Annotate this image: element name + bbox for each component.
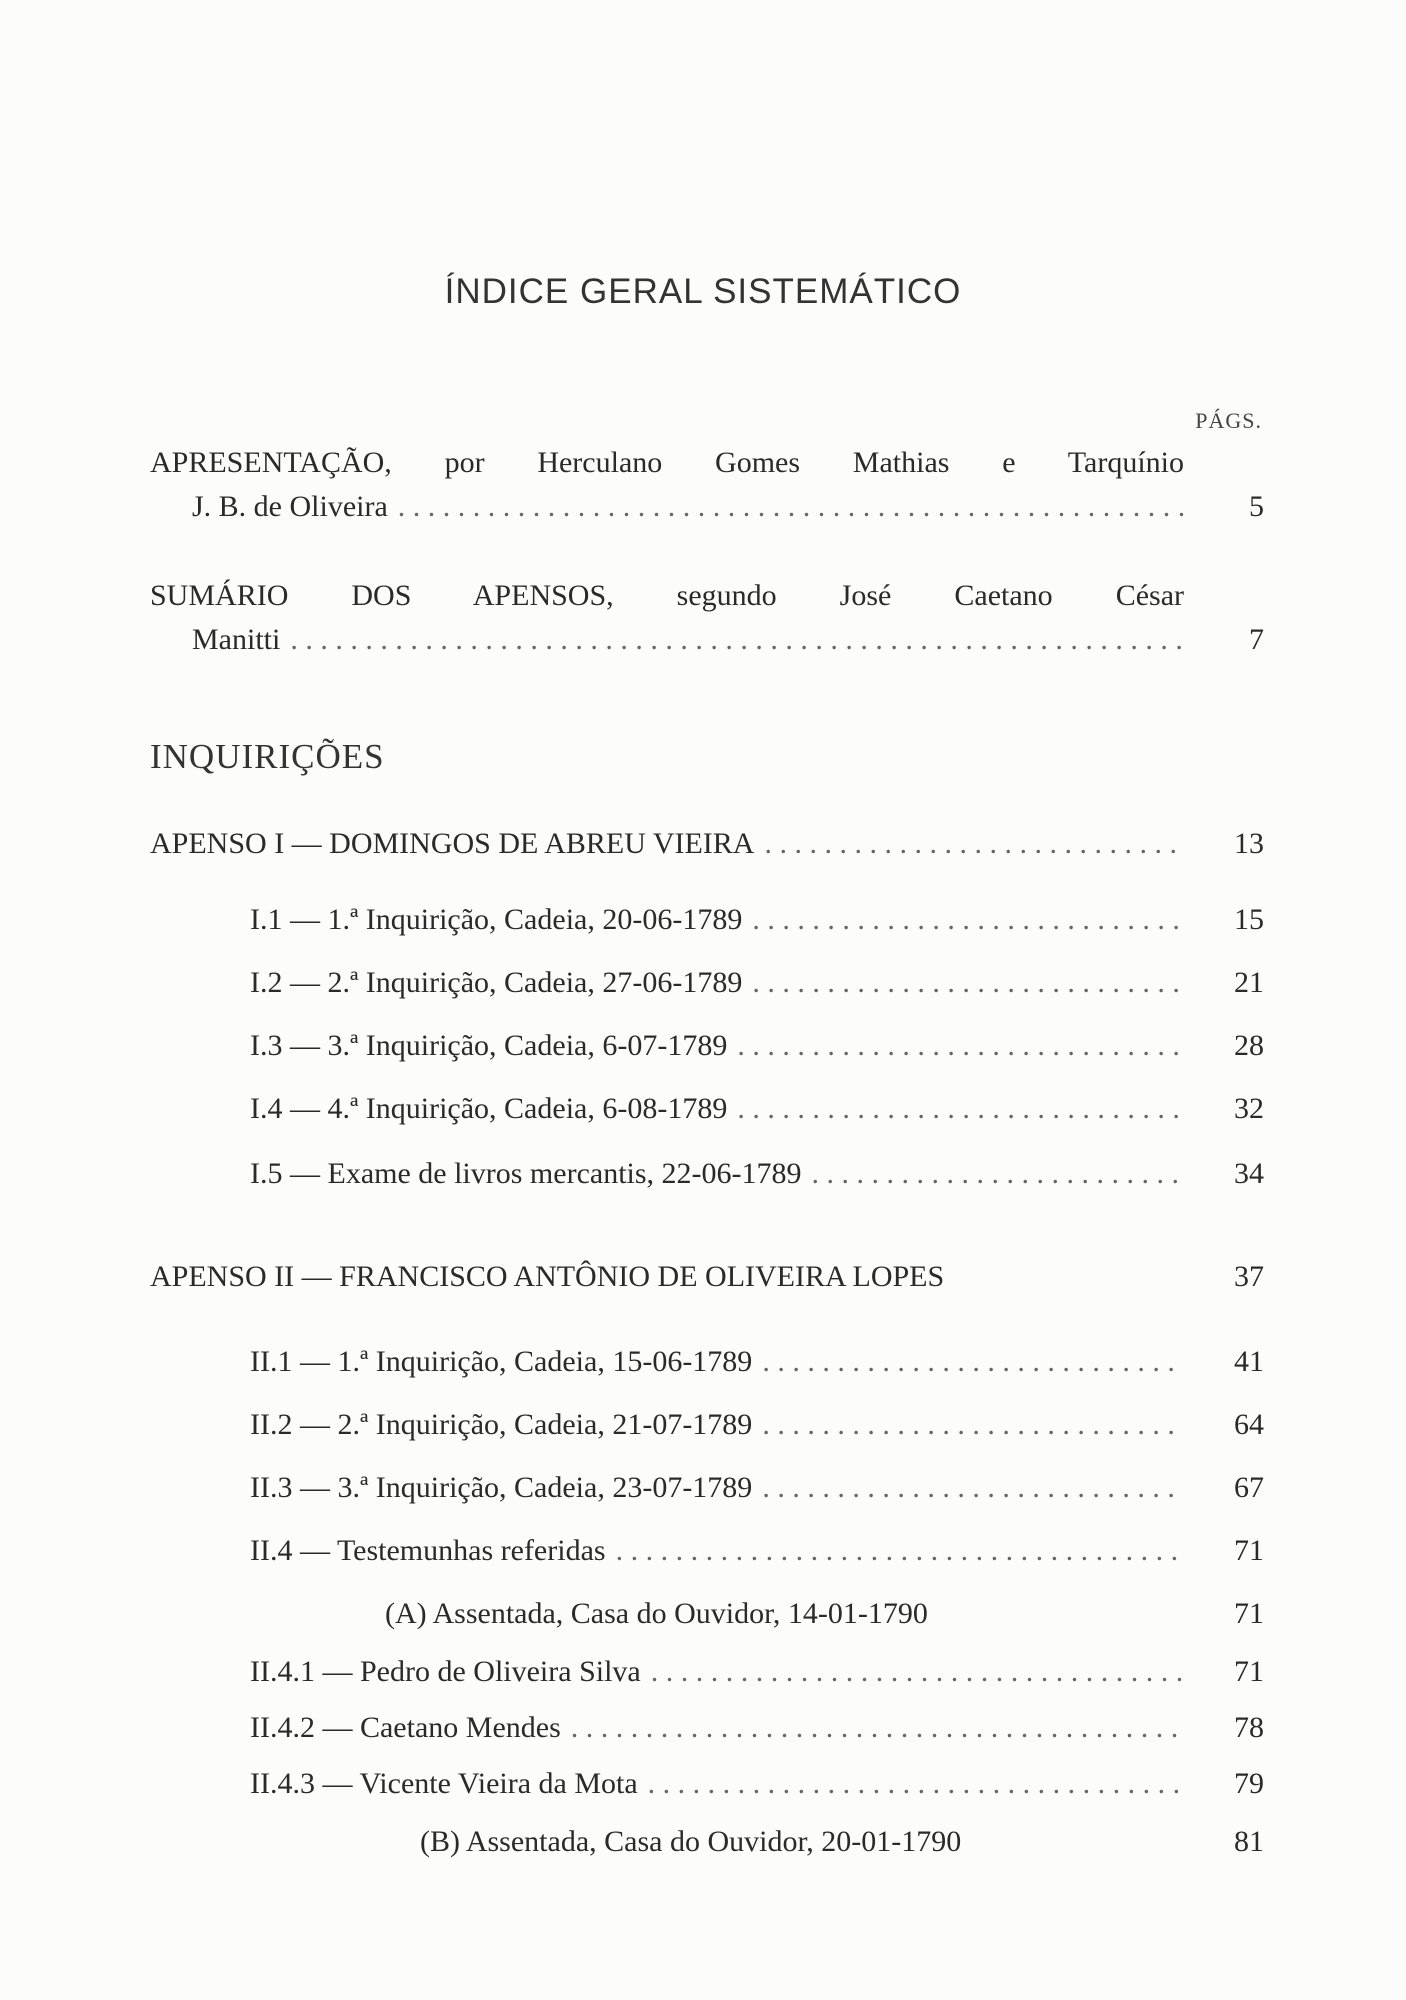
toc-entry-ii-3[interactable] [150, 1466, 1264, 1510]
toc-entry-i-4[interactable] [150, 1087, 1264, 1131]
toc-page-number: 71 [1234, 1655, 1264, 1688]
toc-entry-text: II.4.1 — Pedro de Oliveira Silva [250, 1655, 641, 1688]
dot-leader [762, 1466, 1184, 1510]
toc-entry-text: II.1 — 1.ª Inquirição, Cadeia, 15-06-1789 [250, 1345, 753, 1378]
toc-entry-text: I.3 — 3.ª Inquirição, Cadeia, 6-07-1789 [250, 1029, 728, 1062]
pages-column-label: PÁGS. [1195, 408, 1262, 433]
toc-entry-text: J. B. de Oliveira [192, 490, 388, 523]
toc-entry-apenso-2[interactable] [150, 1255, 1264, 1299]
toc-entry-ii-4-2[interactable] [150, 1706, 1264, 1750]
toc-entry-text: APRESENTAÇÃO, por Herculano Gomes Mathias e Tarquínio [150, 446, 1184, 479]
toc-entry-text: (B) Assentada, Casa do Ouvidor, 20-01-1790 [420, 1825, 962, 1858]
toc-entry-apenso-1[interactable] [150, 822, 1264, 866]
toc-page-number: 7 [1249, 623, 1264, 656]
dot-leader [616, 1529, 1184, 1573]
toc-entry-i-1[interactable] [150, 898, 1264, 942]
toc-entry-text: II.4 — Testemunhas referidas [250, 1534, 606, 1567]
toc-entry-text: I.5 — Exame de livros mercantis, 22-06-1789 [250, 1157, 802, 1190]
toc-entry-i-5[interactable] [150, 1152, 1264, 1196]
toc-page-number: 78 [1234, 1711, 1264, 1744]
toc-entry-text: I.1 — 1.ª Inquirição, Cadeia, 20-06-1789 [250, 903, 743, 936]
dot-leader [398, 485, 1184, 529]
dot-leader [737, 1024, 1184, 1068]
toc-entry-text: II.2 — 2.ª Inquirição, Cadeia, 21-07-1789 [250, 1408, 753, 1441]
toc-page-number: 81 [1234, 1825, 1264, 1858]
toc-page-number: 79 [1234, 1767, 1264, 1800]
dot-leader [812, 1152, 1184, 1196]
toc-page-number: 64 [1234, 1408, 1264, 1441]
dot-leader [752, 898, 1184, 942]
toc-page-number: 71 [1234, 1534, 1264, 1567]
page-title: ÍNDICE GERAL SISTEMÁTICO [444, 272, 962, 311]
dot-leader [764, 822, 1184, 866]
toc-entry-ii-1[interactable] [150, 1340, 1264, 1384]
toc-page-number: 15 [1234, 903, 1264, 936]
toc-page-number: 41 [1234, 1345, 1264, 1378]
dot-leader [571, 1706, 1184, 1750]
toc-entry-text: APENSO I — DOMINGOS DE ABREU VIEIRA [150, 827, 755, 860]
toc-page-number: 32 [1234, 1092, 1264, 1125]
dot-leader [752, 961, 1184, 1005]
toc-entry-assentada-a[interactable] [385, 1592, 1264, 1636]
toc-entry-text: I.2 — 2.ª Inquirição, Cadeia, 27-06-1789 [250, 966, 743, 999]
toc-entry-ii-4[interactable] [150, 1529, 1264, 1573]
dot-leader [290, 618, 1184, 662]
toc-entry-ii-4-1[interactable] [150, 1650, 1264, 1694]
dot-leader [762, 1340, 1184, 1384]
dot-leader [737, 1087, 1184, 1131]
toc-page-number: 34 [1234, 1157, 1264, 1190]
toc-entry-text: II.4.3 — Vicente Vieira da Mota [250, 1767, 638, 1800]
section-heading: INQUIRIÇÕES [150, 737, 385, 776]
toc-entry-text: Manitti [192, 623, 281, 656]
toc-entry-i-2[interactable] [150, 961, 1264, 1005]
toc-page-number: 13 [1234, 827, 1264, 860]
dot-leader [762, 1403, 1184, 1447]
dot-leader [651, 1650, 1184, 1694]
toc-page-number: 37 [1234, 1260, 1264, 1293]
toc-entry-text: II.3 — 3.ª Inquirição, Cadeia, 23-07-1789 [250, 1471, 753, 1504]
toc-page-number: 28 [1234, 1029, 1264, 1062]
toc-entry-text: (A) Assentada, Casa do Ouvidor, 14-01-1790 [385, 1597, 928, 1630]
toc-page-number: 71 [1234, 1597, 1264, 1630]
toc-page-number: 21 [1234, 966, 1264, 999]
toc-entry-text: APENSO II — FRANCISCO ANTÔNIO DE OLIVEIRA LOPES [150, 1260, 945, 1293]
toc-page-number: 67 [1234, 1471, 1264, 1504]
toc-entry-apresentacao[interactable] [150, 441, 1264, 529]
toc-entry-ii-2[interactable] [150, 1403, 1264, 1447]
toc-entry-text: II.4.2 — Caetano Mendes [250, 1711, 561, 1744]
toc-entry-ii-4-3[interactable] [150, 1762, 1264, 1806]
toc-entry-text: I.4 — 4.ª Inquirição, Cadeia, 6-08-1789 [250, 1092, 728, 1125]
toc-entry-sumario[interactable] [150, 574, 1264, 662]
toc-entry-i-3[interactable] [150, 1024, 1264, 1068]
toc-page-number: 5 [1249, 490, 1264, 523]
dot-leader [648, 1762, 1184, 1806]
toc-entry-text: SUMÁRIO DOS APENSOS, segundo José Caetano César [150, 579, 1184, 612]
toc-entry-assentada-b[interactable] [420, 1820, 1264, 1864]
